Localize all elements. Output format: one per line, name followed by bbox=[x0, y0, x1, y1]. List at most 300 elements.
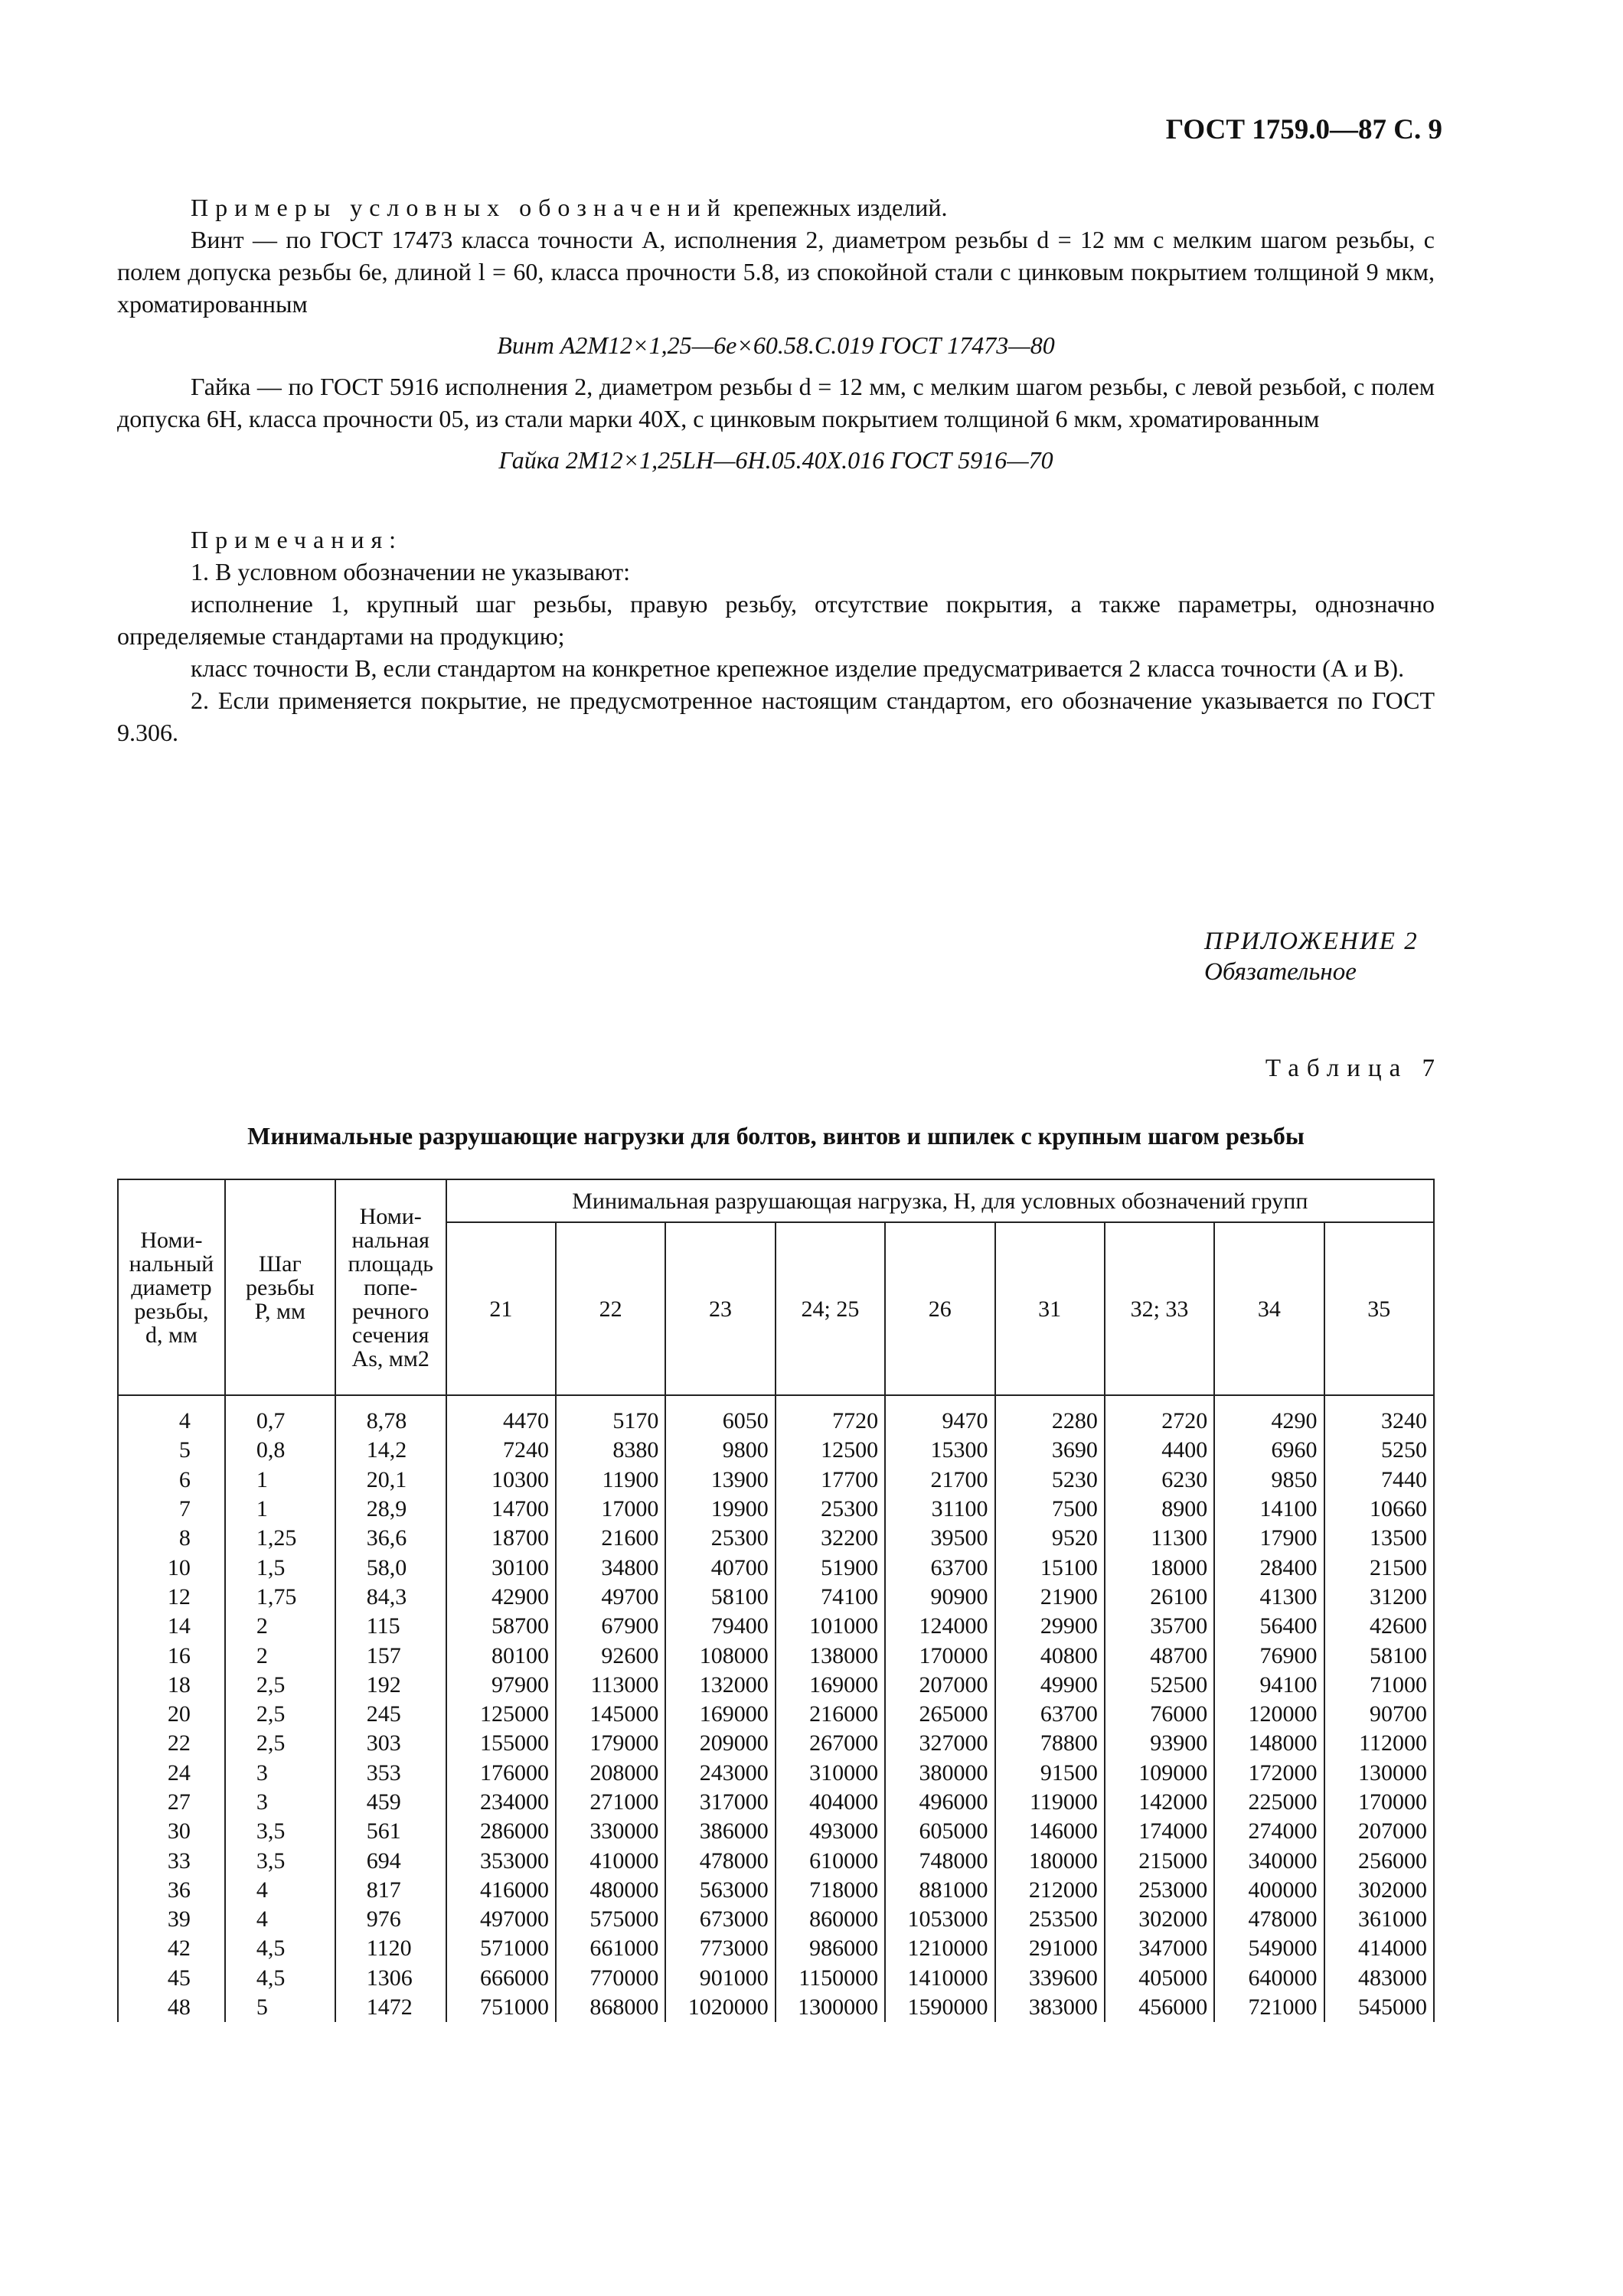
pitch-cell: 4 bbox=[225, 1876, 335, 1905]
pitch-cell: 4,5 bbox=[225, 1934, 335, 1963]
load-cell: 34800 bbox=[556, 1553, 665, 1582]
load-cell: 7500 bbox=[995, 1495, 1105, 1524]
load-cell: 207000 bbox=[885, 1671, 994, 1700]
load-cell: 721000 bbox=[1214, 1993, 1324, 2022]
load-cell: 101000 bbox=[776, 1612, 885, 1641]
load-cell: 41300 bbox=[1214, 1583, 1324, 1612]
table-row bbox=[118, 1671, 1434, 1700]
diameter-cell: 39 bbox=[118, 1905, 225, 1934]
load-cell: 1300000 bbox=[776, 1993, 885, 2022]
load-cell: 748000 bbox=[885, 1846, 994, 1875]
load-cell: 1150000 bbox=[776, 1964, 885, 1993]
load-cell: 216000 bbox=[776, 1700, 885, 1729]
load-cell: 15100 bbox=[995, 1553, 1105, 1582]
load-cell: 26100 bbox=[1105, 1583, 1214, 1612]
load-cell: 773000 bbox=[665, 1934, 775, 1963]
diameter-cell: 24 bbox=[118, 1759, 225, 1788]
load-cell: 404000 bbox=[776, 1788, 885, 1817]
load-cell: 480000 bbox=[556, 1876, 665, 1905]
load-cell: 302000 bbox=[1105, 1905, 1214, 1934]
load-cell: 31100 bbox=[885, 1495, 994, 1524]
load-cell: 174000 bbox=[1105, 1817, 1214, 1846]
note-1: 1. В условном обозначении не указывают: bbox=[191, 558, 631, 585]
screw-designation: Винт A2M12×1,25—6e×60.58.C.019 ГОСТ 17473—80 bbox=[497, 331, 1055, 359]
load-cell: 51900 bbox=[776, 1553, 885, 1582]
notes-heading: Примечания: bbox=[191, 526, 403, 553]
area-cell: 8,78 bbox=[335, 1395, 446, 1436]
load-cell: 673000 bbox=[665, 1905, 775, 1934]
load-cell: 640000 bbox=[1214, 1964, 1324, 1993]
nut-designation: Гайка 2M12×1,25LH—6H.05.40X.016 ГОСТ 5916—70 bbox=[498, 446, 1053, 474]
load-cell: 14700 bbox=[446, 1495, 556, 1524]
load-cell: 361000 bbox=[1324, 1905, 1434, 1934]
examples-heading-spaced: Примеры условных обозначений bbox=[191, 194, 727, 221]
load-cell: 212000 bbox=[995, 1876, 1105, 1905]
pitch-cell: 2,5 bbox=[225, 1729, 335, 1758]
load-cell: 605000 bbox=[885, 1817, 994, 1846]
load-cell: 58100 bbox=[665, 1583, 775, 1612]
load-cell: 18700 bbox=[446, 1524, 556, 1553]
load-cell: 243000 bbox=[665, 1759, 775, 1788]
diameter-cell: 36 bbox=[118, 1876, 225, 1905]
load-cell: 21600 bbox=[556, 1524, 665, 1553]
load-cell: 353000 bbox=[446, 1846, 556, 1875]
load-cell: 15300 bbox=[885, 1436, 994, 1465]
load-cell: 49900 bbox=[995, 1671, 1105, 1700]
table-row bbox=[118, 1934, 1434, 1963]
load-cell: 549000 bbox=[1214, 1934, 1324, 1963]
load-cell: 330000 bbox=[556, 1817, 665, 1846]
table-row bbox=[118, 1788, 1434, 1817]
load-cell: 56400 bbox=[1214, 1612, 1324, 1641]
load-cell: 575000 bbox=[556, 1905, 665, 1934]
load-cell: 1053000 bbox=[885, 1905, 994, 1934]
group-header-cell: 34 bbox=[1214, 1222, 1324, 1395]
load-cell: 125000 bbox=[446, 1700, 556, 1729]
load-cell: 120000 bbox=[1214, 1700, 1324, 1729]
table-row bbox=[118, 1553, 1434, 1582]
pitch-cell: 2 bbox=[225, 1641, 335, 1670]
load-cell: 42600 bbox=[1324, 1612, 1434, 1641]
header-pitch bbox=[225, 1179, 335, 1395]
table-row bbox=[118, 1876, 1434, 1905]
table-body bbox=[118, 1395, 1434, 2022]
appendix-label bbox=[1204, 926, 1419, 987]
load-cell: 71000 bbox=[1324, 1671, 1434, 1700]
nut-example-text: Гайка — по ГОСТ 5916 исполнения 2, диаметром резьбы d = 12 мм, с мелким шагом резьбы, с левой резьбой, с полем допуска 6Н, класса прочности 05, из стали марки 40Х, с цинковым покрытием толщиной 6 мкм, хроматированным bbox=[117, 373, 1435, 432]
load-cell: 291000 bbox=[995, 1934, 1105, 1963]
diameter-cell: 45 bbox=[118, 1964, 225, 1993]
load-cell: 215000 bbox=[1105, 1846, 1214, 1875]
area-cell: 1120 bbox=[335, 1934, 446, 1963]
load-cell: 49700 bbox=[556, 1583, 665, 1612]
load-cell: 6230 bbox=[1105, 1466, 1214, 1495]
load-cell: 21900 bbox=[995, 1583, 1105, 1612]
load-cell: 209000 bbox=[665, 1729, 775, 1758]
group-header-cell: 24; 25 bbox=[776, 1222, 885, 1395]
load-cell: 10300 bbox=[446, 1466, 556, 1495]
load-cell: 563000 bbox=[665, 1876, 775, 1905]
note-2: 2. Если применяется покрытие, не предусмотренное настоящим стандартом, его обозначение указывается по ГОСТ 9.306. bbox=[117, 687, 1435, 746]
load-cell: 267000 bbox=[776, 1729, 885, 1758]
load-cell: 17700 bbox=[776, 1466, 885, 1495]
table-row bbox=[118, 1759, 1434, 1788]
load-cell: 176000 bbox=[446, 1759, 556, 1788]
load-cell: 146000 bbox=[995, 1817, 1105, 1846]
table-row bbox=[118, 1612, 1434, 1641]
load-cell: 10660 bbox=[1324, 1495, 1434, 1524]
load-cell: 13500 bbox=[1324, 1524, 1434, 1553]
group-header-cell: 31 bbox=[995, 1222, 1105, 1395]
load-cell: 317000 bbox=[665, 1788, 775, 1817]
load-cell: 3690 bbox=[995, 1436, 1105, 1465]
table-row bbox=[118, 1817, 1434, 1846]
area-cell: 694 bbox=[335, 1846, 446, 1875]
examples-section bbox=[117, 191, 1435, 485]
pitch-cell: 3,5 bbox=[225, 1846, 335, 1875]
load-cell: 7440 bbox=[1324, 1466, 1434, 1495]
load-cell: 3240 bbox=[1324, 1395, 1434, 1436]
load-cell: 17900 bbox=[1214, 1524, 1324, 1553]
load-cell: 67900 bbox=[556, 1612, 665, 1641]
diameter-cell: 22 bbox=[118, 1729, 225, 1758]
header-pitch-text: Шаг резьбы P, мм bbox=[246, 1251, 315, 1324]
load-cell: 2720 bbox=[1105, 1395, 1214, 1436]
pitch-cell: 0,8 bbox=[225, 1436, 335, 1465]
area-cell: 28,9 bbox=[335, 1495, 446, 1524]
load-cell: 5170 bbox=[556, 1395, 665, 1436]
area-cell: 303 bbox=[335, 1729, 446, 1758]
load-cell: 148000 bbox=[1214, 1729, 1324, 1758]
load-cell: 860000 bbox=[776, 1905, 885, 1934]
table-row bbox=[118, 1583, 1434, 1612]
load-cell: 78800 bbox=[995, 1729, 1105, 1758]
load-cell: 170000 bbox=[1324, 1788, 1434, 1817]
pitch-cell: 5 bbox=[225, 1993, 335, 2022]
load-cell: 11300 bbox=[1105, 1524, 1214, 1553]
pitch-cell: 3 bbox=[225, 1759, 335, 1788]
diameter-cell: 33 bbox=[118, 1846, 225, 1875]
load-cell: 2280 bbox=[995, 1395, 1105, 1436]
load-cell: 130000 bbox=[1324, 1759, 1434, 1788]
diameter-cell: 8 bbox=[118, 1524, 225, 1553]
load-cell: 478000 bbox=[1214, 1905, 1324, 1934]
diameter-cell: 4 bbox=[118, 1395, 225, 1436]
load-cell: 234000 bbox=[446, 1788, 556, 1817]
load-cell: 271000 bbox=[556, 1788, 665, 1817]
pitch-cell: 2,5 bbox=[225, 1700, 335, 1729]
load-cell: 4290 bbox=[1214, 1395, 1324, 1436]
load-cell: 410000 bbox=[556, 1846, 665, 1875]
load-cell: 9850 bbox=[1214, 1466, 1324, 1495]
header-group: Минимальная разрушающая нагрузка, Н, для условных обозначений групп bbox=[446, 1179, 1434, 1222]
load-cell: 340000 bbox=[1214, 1846, 1324, 1875]
load-cell: 169000 bbox=[665, 1700, 775, 1729]
load-cell: 170000 bbox=[885, 1641, 994, 1670]
load-cell: 132000 bbox=[665, 1671, 775, 1700]
load-cell: 4400 bbox=[1105, 1436, 1214, 1465]
load-cell: 13900 bbox=[665, 1466, 775, 1495]
group-header-cell: 35 bbox=[1324, 1222, 1434, 1395]
load-cell: 225000 bbox=[1214, 1788, 1324, 1817]
load-cell: 58700 bbox=[446, 1612, 556, 1641]
load-cell: 339600 bbox=[995, 1964, 1105, 1993]
area-cell: 20,1 bbox=[335, 1466, 446, 1495]
area-cell: 14,2 bbox=[335, 1436, 446, 1465]
diameter-cell: 42 bbox=[118, 1934, 225, 1963]
load-cell: 119000 bbox=[995, 1788, 1105, 1817]
load-cell: 8900 bbox=[1105, 1495, 1214, 1524]
header-diameter bbox=[118, 1179, 225, 1395]
table-row bbox=[118, 1641, 1434, 1670]
load-cell: 58100 bbox=[1324, 1641, 1434, 1670]
load-cell: 19900 bbox=[665, 1495, 775, 1524]
load-cell: 29900 bbox=[995, 1612, 1105, 1641]
load-cell: 868000 bbox=[556, 1993, 665, 2022]
load-cell: 274000 bbox=[1214, 1817, 1324, 1846]
table-row bbox=[118, 1846, 1434, 1875]
load-cell: 31200 bbox=[1324, 1583, 1434, 1612]
load-cell: 35700 bbox=[1105, 1612, 1214, 1641]
area-cell: 115 bbox=[335, 1612, 446, 1641]
table-row bbox=[118, 1964, 1434, 1993]
load-cell: 1020000 bbox=[665, 1993, 775, 2022]
diameter-cell: 6 bbox=[118, 1466, 225, 1495]
pitch-cell: 1 bbox=[225, 1466, 335, 1495]
load-cell: 7240 bbox=[446, 1436, 556, 1465]
load-cell: 12500 bbox=[776, 1436, 885, 1465]
load-cell: 718000 bbox=[776, 1876, 885, 1905]
load-cell: 145000 bbox=[556, 1700, 665, 1729]
load-cell: 901000 bbox=[665, 1964, 775, 1993]
load-cell: 138000 bbox=[776, 1641, 885, 1670]
load-cell: 7720 bbox=[776, 1395, 885, 1436]
load-cell: 93900 bbox=[1105, 1729, 1214, 1758]
group-header-cell: 22 bbox=[556, 1222, 665, 1395]
load-cell: 302000 bbox=[1324, 1876, 1434, 1905]
load-cell: 383000 bbox=[995, 1993, 1105, 2022]
load-cell: 6960 bbox=[1214, 1436, 1324, 1465]
load-cell: 751000 bbox=[446, 1993, 556, 2022]
load-cell: 253000 bbox=[1105, 1876, 1214, 1905]
load-cell: 5230 bbox=[995, 1466, 1105, 1495]
notes-section bbox=[117, 523, 1435, 748]
area-cell: 1306 bbox=[335, 1964, 446, 1993]
load-cell: 155000 bbox=[446, 1729, 556, 1758]
load-cell: 42900 bbox=[446, 1583, 556, 1612]
load-cell: 414000 bbox=[1324, 1934, 1434, 1963]
load-cell: 380000 bbox=[885, 1759, 994, 1788]
area-cell: 976 bbox=[335, 1905, 446, 1934]
load-cell: 40800 bbox=[995, 1641, 1105, 1670]
load-table bbox=[117, 1179, 1435, 2022]
load-cell: 207000 bbox=[1324, 1817, 1434, 1846]
area-cell: 1472 bbox=[335, 1993, 446, 2022]
load-cell: 310000 bbox=[776, 1759, 885, 1788]
load-cell: 770000 bbox=[556, 1964, 665, 1993]
load-cell: 92600 bbox=[556, 1641, 665, 1670]
table-row bbox=[118, 1436, 1434, 1465]
diameter-cell: 30 bbox=[118, 1817, 225, 1846]
table-row bbox=[118, 1524, 1434, 1553]
note-1b: класс точности В, если стандартом на конкретное крепежное изделие предусматривается 2 класса точности (А и В). bbox=[191, 654, 1405, 682]
load-cell: 265000 bbox=[885, 1700, 994, 1729]
load-cell: 28400 bbox=[1214, 1553, 1324, 1582]
diameter-cell: 16 bbox=[118, 1641, 225, 1670]
load-cell: 169000 bbox=[776, 1671, 885, 1700]
table-row bbox=[118, 1495, 1434, 1524]
load-cell: 48700 bbox=[1105, 1641, 1214, 1670]
group-header-cell: 23 bbox=[665, 1222, 775, 1395]
load-cell: 8380 bbox=[556, 1436, 665, 1465]
load-cell: 76900 bbox=[1214, 1641, 1324, 1670]
examples-heading-rest: крепежных изделий. bbox=[727, 194, 948, 221]
load-cell: 208000 bbox=[556, 1759, 665, 1788]
load-cell: 90700 bbox=[1324, 1700, 1434, 1729]
load-cell: 18000 bbox=[1105, 1553, 1214, 1582]
load-cell: 17000 bbox=[556, 1495, 665, 1524]
pitch-cell: 0,7 bbox=[225, 1395, 335, 1436]
table-row bbox=[118, 1729, 1434, 1758]
area-cell: 84,3 bbox=[335, 1583, 446, 1612]
table-row bbox=[118, 1395, 1434, 1436]
load-cell: 63700 bbox=[995, 1700, 1105, 1729]
diameter-cell: 12 bbox=[118, 1583, 225, 1612]
load-cell: 40700 bbox=[665, 1553, 775, 1582]
pitch-cell: 1 bbox=[225, 1495, 335, 1524]
appendix-title: ПРИЛОЖЕНИЕ 2 bbox=[1204, 928, 1419, 955]
load-cell: 21500 bbox=[1324, 1553, 1434, 1582]
table-row bbox=[118, 1700, 1434, 1729]
header-area-text: Номи- нальная площадь попе- речного сечения As, мм2 bbox=[348, 1203, 433, 1371]
load-cell: 21700 bbox=[885, 1466, 994, 1495]
load-cell: 90900 bbox=[885, 1583, 994, 1612]
load-cell: 180000 bbox=[995, 1846, 1105, 1875]
diameter-cell: 10 bbox=[118, 1553, 225, 1582]
diameter-cell: 5 bbox=[118, 1436, 225, 1465]
area-cell: 459 bbox=[335, 1788, 446, 1817]
pitch-cell: 4 bbox=[225, 1905, 335, 1934]
load-cell: 666000 bbox=[446, 1964, 556, 1993]
header-diameter-text: Номи- нальный диаметр резьбы, d, мм bbox=[129, 1227, 214, 1348]
area-cell: 36,6 bbox=[335, 1524, 446, 1553]
load-cell: 113000 bbox=[556, 1671, 665, 1700]
load-cell: 400000 bbox=[1214, 1876, 1324, 1905]
area-cell: 817 bbox=[335, 1876, 446, 1905]
table-title: Минимальные разрушающие нагрузки для болтов, винтов и шпилек с крупным шагом резьбы bbox=[247, 1122, 1305, 1150]
load-cell: 416000 bbox=[446, 1876, 556, 1905]
area-cell: 192 bbox=[335, 1671, 446, 1700]
load-cell: 80100 bbox=[446, 1641, 556, 1670]
load-cell: 25300 bbox=[665, 1524, 775, 1553]
load-cell: 545000 bbox=[1324, 1993, 1434, 2022]
load-cell: 478000 bbox=[665, 1846, 775, 1875]
load-cell: 52500 bbox=[1105, 1671, 1214, 1700]
pitch-cell: 3 bbox=[225, 1788, 335, 1817]
pitch-cell: 1,25 bbox=[225, 1524, 335, 1553]
examples-heading bbox=[117, 191, 1435, 223]
note-1a: исполнение 1, крупный шаг резьбы, правую резьбу, отсутствие покрытия, а также параметры, однозначно определяемые стандартами на продукцию; bbox=[117, 590, 1435, 650]
area-cell: 58,0 bbox=[335, 1553, 446, 1582]
load-cell: 256000 bbox=[1324, 1846, 1434, 1875]
load-cell: 4470 bbox=[446, 1395, 556, 1436]
screw-example-text: Винт — по ГОСТ 17473 класса точности А, исполнения 2, диаметром резьбы d = 12 мм с мелким шагом резьбы, с полем допуска резьбы 6е, длиной l = 60, класса прочности 5.8, из спокойной стали с цинковым покрытием толщиной 9 мкм, хроматированным bbox=[117, 226, 1435, 318]
load-cell: 483000 bbox=[1324, 1964, 1434, 1993]
table-row bbox=[118, 1905, 1434, 1934]
load-cell: 30100 bbox=[446, 1553, 556, 1582]
load-cell: 456000 bbox=[1105, 1993, 1214, 2022]
table-row bbox=[118, 1466, 1434, 1495]
load-cell: 5250 bbox=[1324, 1436, 1434, 1465]
diameter-cell: 20 bbox=[118, 1700, 225, 1729]
group-header-cell: 26 bbox=[885, 1222, 994, 1395]
load-cell: 91500 bbox=[995, 1759, 1105, 1788]
load-cell: 11900 bbox=[556, 1466, 665, 1495]
load-cell: 142000 bbox=[1105, 1788, 1214, 1817]
load-cell: 109000 bbox=[1105, 1759, 1214, 1788]
load-cell: 986000 bbox=[776, 1934, 885, 1963]
pitch-cell: 2 bbox=[225, 1612, 335, 1641]
load-cell: 386000 bbox=[665, 1817, 775, 1846]
load-cell: 6050 bbox=[665, 1395, 775, 1436]
load-cell: 493000 bbox=[776, 1817, 885, 1846]
pitch-cell: 4,5 bbox=[225, 1964, 335, 1993]
load-cell: 661000 bbox=[556, 1934, 665, 1963]
load-cell: 76000 bbox=[1105, 1700, 1214, 1729]
load-cell: 112000 bbox=[1324, 1729, 1434, 1758]
area-cell: 561 bbox=[335, 1817, 446, 1846]
load-cell: 1210000 bbox=[885, 1934, 994, 1963]
load-cell: 94100 bbox=[1214, 1671, 1324, 1700]
load-cell: 79400 bbox=[665, 1612, 775, 1641]
load-cell: 108000 bbox=[665, 1641, 775, 1670]
load-cell: 97900 bbox=[446, 1671, 556, 1700]
group-header-cell: 32; 33 bbox=[1105, 1222, 1214, 1395]
area-cell: 245 bbox=[335, 1700, 446, 1729]
load-cell: 497000 bbox=[446, 1905, 556, 1934]
diameter-cell: 27 bbox=[118, 1788, 225, 1817]
load-cell: 571000 bbox=[446, 1934, 556, 1963]
load-cell: 286000 bbox=[446, 1817, 556, 1846]
diameter-cell: 7 bbox=[118, 1495, 225, 1524]
header-area bbox=[335, 1179, 446, 1395]
area-cell: 353 bbox=[335, 1759, 446, 1788]
diameter-cell: 14 bbox=[118, 1612, 225, 1641]
page-header: ГОСТ 1759.0—87 С. 9 bbox=[1165, 114, 1442, 145]
load-cell: 347000 bbox=[1105, 1934, 1214, 1963]
table-row bbox=[118, 1993, 1434, 2022]
load-cell: 253500 bbox=[995, 1905, 1105, 1934]
load-cell: 9470 bbox=[885, 1395, 994, 1436]
load-cell: 14100 bbox=[1214, 1495, 1324, 1524]
diameter-cell: 18 bbox=[118, 1671, 225, 1700]
load-cell: 1410000 bbox=[885, 1964, 994, 1993]
load-cell: 881000 bbox=[885, 1876, 994, 1905]
load-cell: 25300 bbox=[776, 1495, 885, 1524]
load-cell: 179000 bbox=[556, 1729, 665, 1758]
load-cell: 9800 bbox=[665, 1436, 775, 1465]
pitch-cell: 3,5 bbox=[225, 1817, 335, 1846]
load-cell: 124000 bbox=[885, 1612, 994, 1641]
load-cell: 74100 bbox=[776, 1583, 885, 1612]
load-cell: 327000 bbox=[885, 1729, 994, 1758]
pitch-cell: 1,5 bbox=[225, 1553, 335, 1582]
load-cell: 9520 bbox=[995, 1524, 1105, 1553]
load-cell: 1590000 bbox=[885, 1993, 994, 2022]
diameter-cell: 48 bbox=[118, 1993, 225, 2022]
load-cell: 496000 bbox=[885, 1788, 994, 1817]
table-number: Таблица 7 bbox=[1265, 1055, 1442, 1082]
